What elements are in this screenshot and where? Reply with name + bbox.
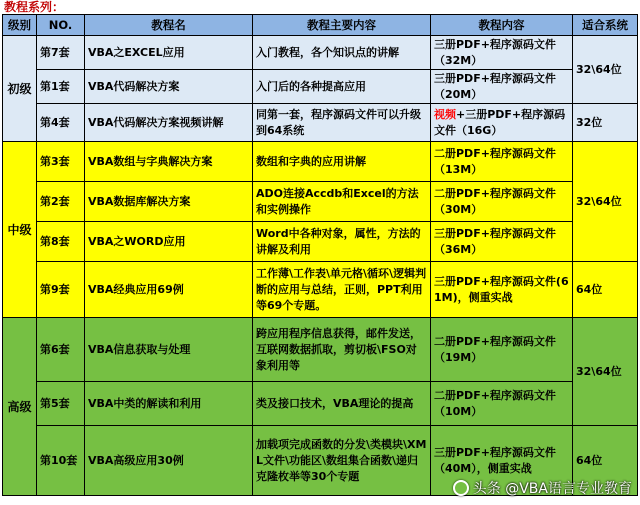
row-name: VBA经典应用69例 [85, 262, 253, 318]
row-name: VBA高级应用30例 [85, 426, 253, 496]
row-name: VBA之EXCEL应用 [85, 36, 253, 70]
table-row [3, 142, 638, 182]
row-name: VBA信息获取与处理 [85, 318, 253, 382]
row-content: 二册PDF+程序源码文件（10M） [431, 382, 573, 426]
row-main: 跨应用程序信息获得，邮件发送，互联网数据抓取，剪切板\FSO对象利用等 [253, 318, 431, 382]
row-content: 二册PDF+程序源码文件（13M） [431, 142, 573, 182]
row-content [431, 104, 573, 142]
row-content: 二册PDF+程序源码文件（19M） [431, 318, 573, 382]
tutorial-table [2, 14, 638, 496]
header-system: 适合系统 [573, 15, 638, 36]
level-beginner: 初级 [3, 36, 37, 142]
table-row [3, 104, 638, 142]
row-main: 同第一套，程序源码文件可以升级到64系统 [253, 104, 431, 142]
row-main: 入门后的各种提高应用 [253, 70, 431, 104]
header-no: NO. [37, 15, 85, 36]
table-row [3, 182, 638, 222]
toutiao-logo-icon [453, 480, 469, 496]
row-main: Word中各种对象，属性，方法的讲解及利用 [253, 222, 431, 262]
system-cell: 32\64位 [573, 36, 638, 104]
system-cell: 32\64位 [573, 318, 638, 426]
row-content: 三册PDF+程序源码文件（36M） [431, 222, 573, 262]
watermark-text: 头条 @VBA语言专业教育 [472, 481, 632, 497]
row-main: 数组和字典的应用讲解 [253, 142, 431, 182]
table-row [3, 262, 638, 318]
row-no: 第10套 [37, 426, 85, 496]
row-no: 第2套 [37, 182, 85, 222]
video-highlight: 视频 [434, 107, 456, 121]
row-no: 第6套 [37, 318, 85, 382]
row-name: VBA之WORD应用 [85, 222, 253, 262]
table-row [3, 36, 638, 70]
table-row [3, 318, 638, 382]
system-cell: 64位 [573, 262, 638, 318]
row-no: 第5套 [37, 382, 85, 426]
row-main: 工作薄\工作表\单元格\循环\逻辑判断的应用与总结，正则，PPT利用等69个专题。 [253, 262, 431, 318]
row-name: VBA代码解决方案 [85, 70, 253, 104]
row-content-text: +三册PDF+程序源码文件（16G） [434, 107, 566, 137]
row-no: 第9套 [37, 262, 85, 318]
row-no: 第1套 [37, 70, 85, 104]
system-cell: 32\64位 [573, 142, 638, 262]
row-content: 三册PDF+程序源码文件(61M)，侧重实战 [431, 262, 573, 318]
header-main-content: 教程主要内容 [253, 15, 431, 36]
watermark [453, 477, 632, 499]
row-no: 第4套 [37, 104, 85, 142]
header-level: 级别 [3, 15, 37, 36]
row-content: 二册PDF+程序源码文件（30M） [431, 182, 573, 222]
header-tutorial-name: 教程名 [85, 15, 253, 36]
row-content: 三册PDF+程序源码文件（40M），侧重实战 [431, 426, 573, 496]
row-no: 第7套 [37, 36, 85, 70]
row-main: 入门教程，各个知识点的讲解 [253, 36, 431, 70]
row-content: 三册PDF+程序源码文件（20M） [431, 70, 573, 104]
row-content: 三册PDF+程序源码文件（32M） [431, 36, 573, 70]
row-name: VBA中类的解读和利用 [85, 382, 253, 426]
table-row [3, 70, 638, 104]
level-advanced: 高级 [3, 318, 37, 496]
page-title: 教程系列： [4, 0, 65, 14]
table-row [3, 222, 638, 262]
row-name: VBA数据库解决方案 [85, 182, 253, 222]
header-tutorial-content: 教程内容 [431, 15, 573, 36]
table-header-row [3, 15, 638, 36]
system-cell: 64位 [573, 426, 638, 496]
table-row [3, 382, 638, 426]
row-no: 第3套 [37, 142, 85, 182]
row-main: 加载项完成函数的分发\类模块\XML文件\功能区\数组集合函数\递归克隆枚举等30个专题 [253, 426, 431, 496]
row-main: ADO连接Accdb和Excel的方法和实例操作 [253, 182, 431, 222]
row-main: 类及接口技术，VBA理论的提高 [253, 382, 431, 426]
system-cell: 32位 [573, 104, 638, 142]
row-name: VBA数组与字典解决方案 [85, 142, 253, 182]
level-intermediate: 中级 [3, 142, 37, 318]
row-no: 第8套 [37, 222, 85, 262]
row-name: VBA代码解决方案视频讲解 [85, 104, 253, 142]
